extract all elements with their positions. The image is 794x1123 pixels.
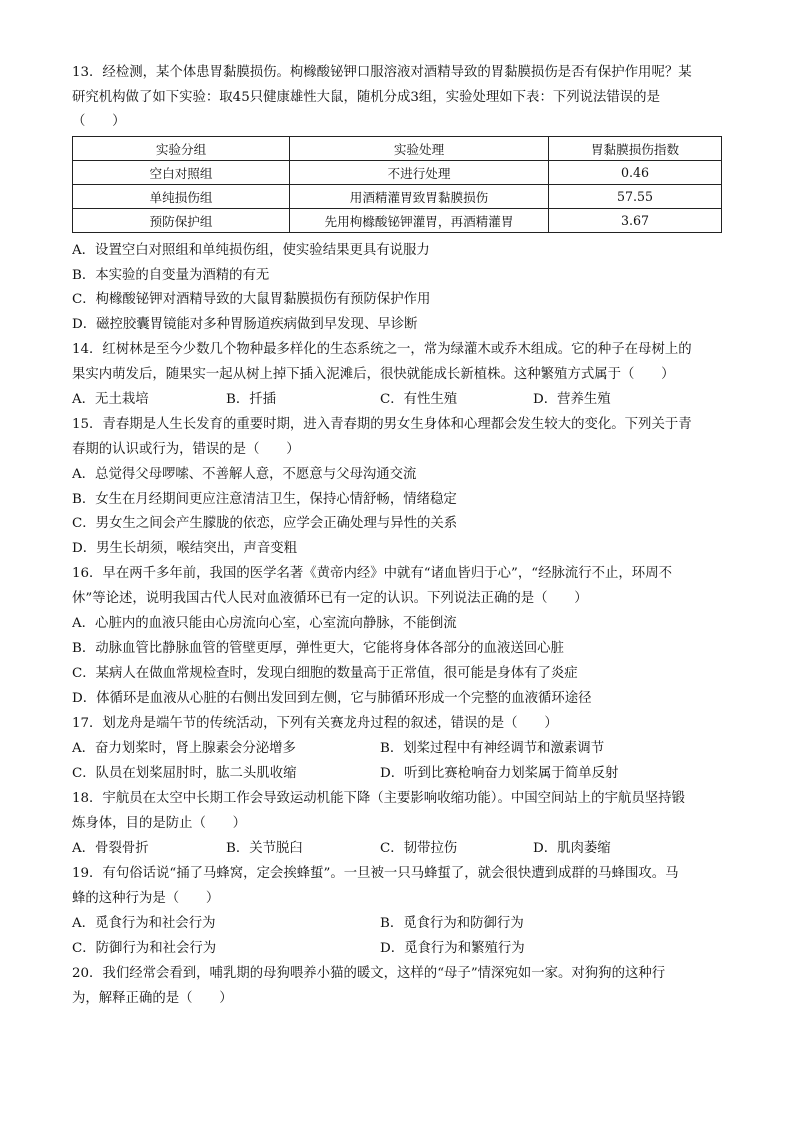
q13-stem-line-3: （ ） (72, 114, 126, 129)
q20-stem-line-2: 为，解释正确的是（ ） (72, 991, 233, 1006)
q16-stem-line-2: 休”等论述，说明我国古代人民对血液循环已有一定的认识。下列说法正确的是（ ） (72, 591, 588, 606)
q17-option-a: A．奋力划桨时，肾上腺素会分泌增多 (72, 741, 296, 756)
q16-option-a: A．心脏内的血液只能由心房流向心室，心室流向静脉，不能倒流 (72, 616, 457, 631)
q16-option-c: C．某病人在做血常规检查时，发现白细胞的数量高于正常值，很可能是身体有了炎症 (72, 666, 578, 681)
table-cell: 不进行处理 (290, 161, 549, 185)
q19-stem-line-2: 蜂的这种行为是（ ） (72, 891, 220, 906)
q15-stem-line-2: 春期的认识或行为，错误的是（ ） (72, 442, 300, 457)
table-cell: 先用枸橼酸铋钾灌胃，再酒精灌胃 (290, 209, 549, 233)
q15-option-d: D．男生长胡须，喉结突出，声音变粗 (72, 541, 297, 556)
table-header-cell: 实验分组 (73, 137, 290, 161)
table-cell: 预防保护组 (73, 209, 290, 233)
q17-option-b: B．划桨过程中有神经调节和激素调节 (380, 741, 605, 756)
q20-stem-line-1: 20．我们经常会看到，哺乳期的母狗喂养小猫的暖文，这样的“母子”情深宛如一家。对狗狗的这种行 (72, 966, 666, 981)
table-row (73, 185, 722, 209)
q19-options-row-1 (72, 914, 732, 934)
q14-option-c: C．有性生殖 (380, 392, 458, 407)
q13-option-b: B．本实验的自变量为酒精的有无 (72, 268, 270, 283)
q14-options-row (72, 390, 732, 410)
q13-stem-line-2: 研究机构做了如下实验：取45只健康雄性大鼠，随机分成3组，实验处理如下表：下列说法错误的是 (72, 90, 660, 105)
q14-option-b: B．扦插 (226, 392, 277, 407)
q19-stem-line-1: 19．有句俗话说“捅了马蜂窝，定会挨蜂蜇”。一旦被一只马蜂蜇了，就会很快遭到成群的马蜂围攻。马 (72, 866, 679, 881)
table-cell: 57.55 (549, 185, 722, 209)
table-header-row (73, 137, 722, 161)
table-cell: 0.46 (549, 161, 722, 185)
q15-option-a: A．总觉得父母啰嗦、不善解人意，不愿意与父母沟通交流 (72, 467, 417, 482)
q19-options-row-2 (72, 939, 732, 959)
q17-stem-line-1: 17．划龙舟是端午节的传统活动，下列有关赛龙舟过程的叙述，错误的是（ ） (72, 716, 558, 731)
q17-option-c: C．队员在划桨屈肘时，肱二头肌收缩 (72, 766, 297, 781)
table-cell: 单纯损伤组 (73, 185, 290, 209)
q18-options-row (72, 839, 732, 859)
q17-options-row-1 (72, 739, 732, 759)
table-cell: 用酒精灌胃致胃黏膜损伤 (290, 185, 549, 209)
q19-option-b: B．觅食行为和防御行为 (380, 916, 524, 931)
q15-option-c: C．男女生之间会产生朦胧的依恋，应学会正确处理与异性的关系 (72, 516, 458, 531)
q13-option-d: D．磁控胶囊胃镜能对多种胃肠道疾病做到早发现、早诊断 (72, 317, 418, 332)
q18-option-d: D．肌肉萎缩 (533, 841, 611, 856)
q17-option-d: D．听到比赛枪响奋力划桨属于简单反射 (380, 766, 619, 781)
q16-option-d: D．体循环是血液从心脏的右侧出发回到左侧，它与肺循环形成一个完整的血液循环途径 (72, 691, 592, 706)
q14-option-a: A．无土栽培 (72, 392, 149, 407)
q15-stem-line-1: 15．青春期是人生长发育的重要时期，进入青春期的男女生身体和心理都会发生较大的变化。下列关于青 (72, 417, 692, 432)
q13-experiment-table (72, 136, 722, 233)
q16-stem-line-1: 16．早在两千多年前，我国的医学名著《黄帝内经》中就有“诸血皆归于心”，“经脉流行不止，环周不 (72, 566, 672, 581)
q16-option-b: B．动脉血管比静脉血管的管壁更厚，弹性更大，它能将身体各部分的血液送回心脏 (72, 641, 564, 656)
table-cell: 3.67 (549, 209, 722, 233)
q18-stem-line-1: 18．宇航员在太空中长期工作会导致运动机能下降（主要影响收缩功能）。中国空间站上的宇航员坚持锻 (72, 791, 685, 806)
table-cell: 空白对照组 (73, 161, 290, 185)
q18-option-b: B．关节脱臼 (226, 841, 303, 856)
q14-stem-line-1: 14．红树林是至今少数几个物种最多样化的生态系统之一，常为绿灌木或乔木组成。它的种子在母树上的 (72, 342, 692, 357)
q18-stem-line-2: 炼身体，目的是防止（ ） (72, 816, 247, 831)
q18-option-c: C．韧带拉伤 (380, 841, 458, 856)
table-header-cell: 胃黏膜损伤指数 (549, 137, 722, 161)
q14-stem-line-2: 果实内萌发后，随果实一起从树上掉下插入泥滩后，很快就能成长新植株。这种繁殖方式属于（ ） (72, 367, 675, 382)
q18-option-a: A．骨裂骨折 (72, 841, 149, 856)
q19-option-a: A．觅食行为和社会行为 (72, 916, 216, 931)
q13-option-a: A．设置空白对照组和单纯损伤组，使实验结果更具有说服力 (72, 243, 430, 258)
table-row (73, 161, 722, 185)
q13-option-c: C．枸橼酸铋钾对酒精导致的大鼠胃黏膜损伤有预防保护作用 (72, 292, 431, 307)
table-row (73, 209, 722, 233)
q13-stem-line-1: 13．经检测，某个体患胃黏膜损伤。枸橼酸铋钾口服溶液对酒精导致的胃黏膜损伤是否有保护作用呢？某 (72, 65, 692, 80)
q14-option-d: D．营养生殖 (533, 392, 611, 407)
q19-option-c: C．防御行为和社会行为 (72, 941, 217, 956)
q15-option-b: B．女生在月经期间更应注意清洁卫生，保持心情舒畅，情绪稳定 (72, 492, 457, 507)
q19-option-d: D．觅食行为和繁殖行为 (380, 941, 525, 956)
table-header-cell: 实验处理 (290, 137, 549, 161)
q17-options-row-2 (72, 764, 732, 784)
